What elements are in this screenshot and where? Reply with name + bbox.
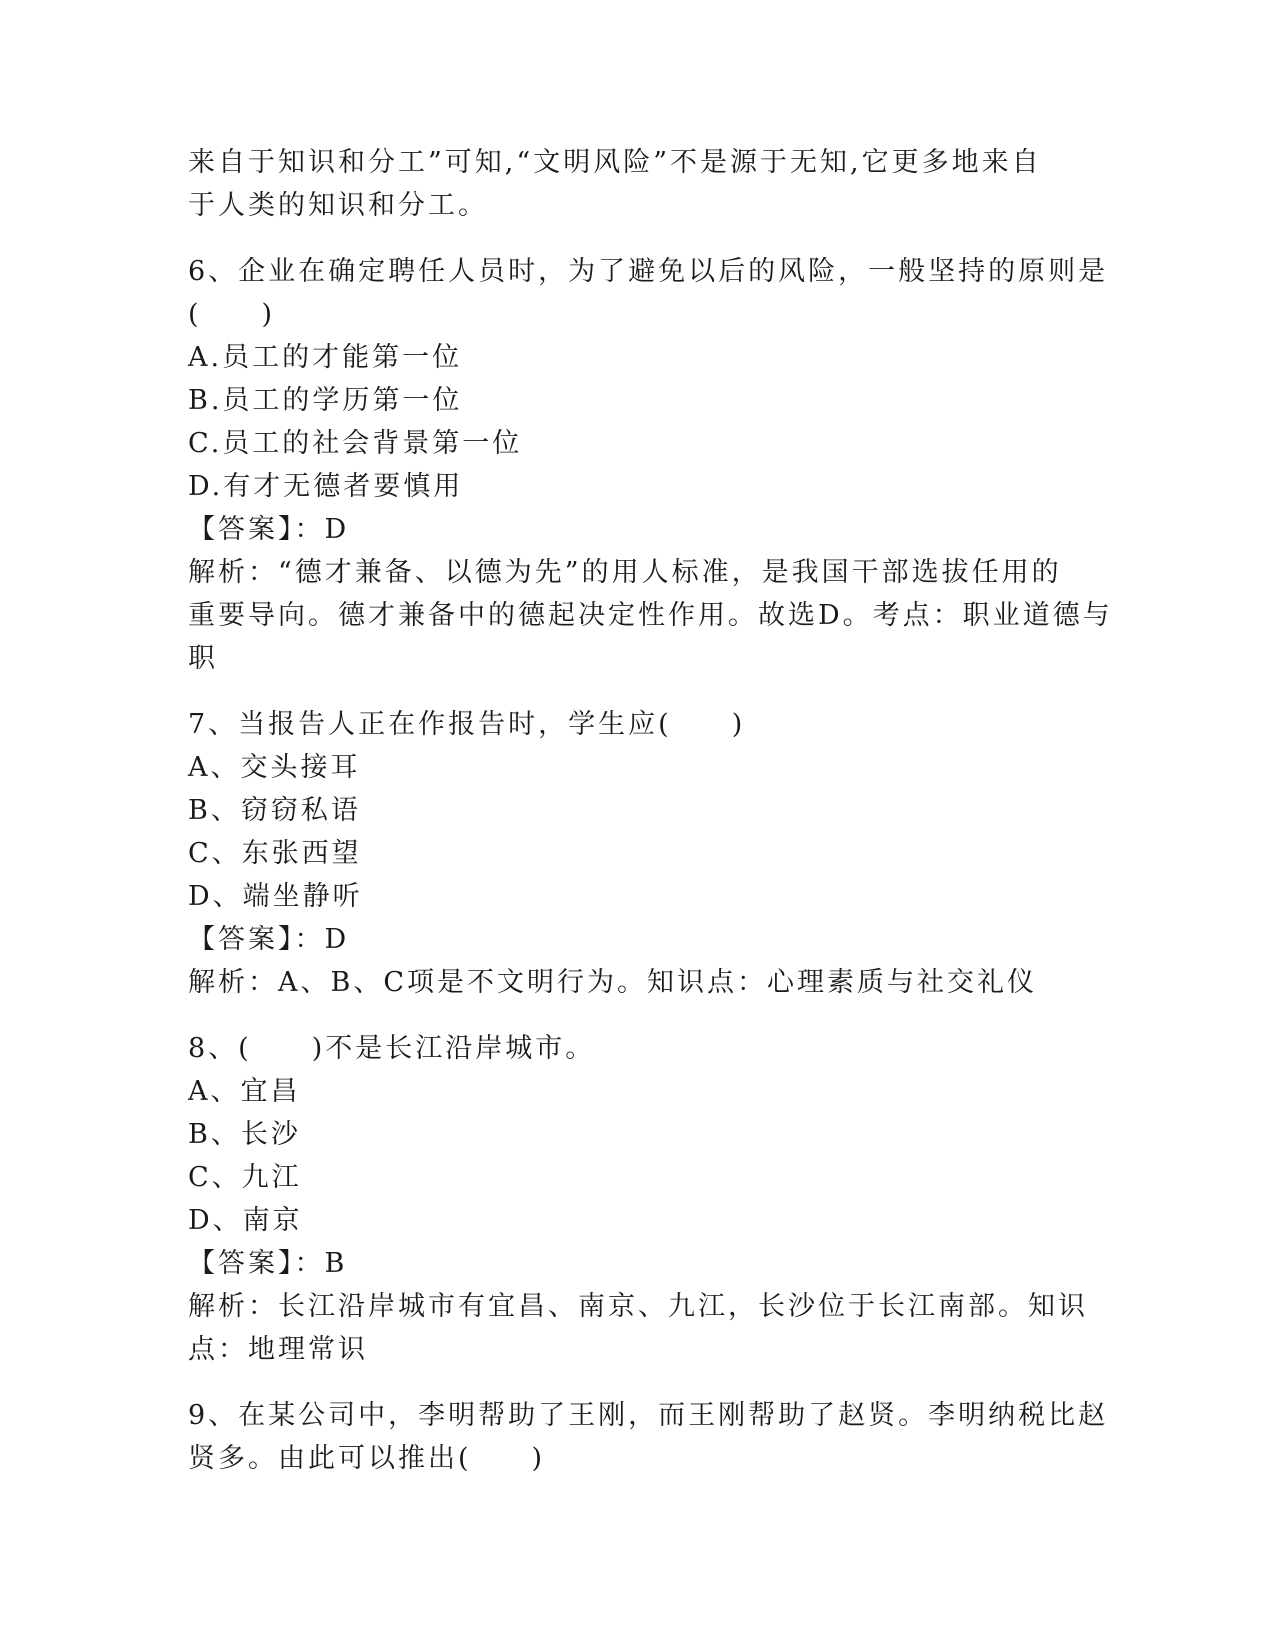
option-d: D.有才无德者要慎用 xyxy=(188,471,464,502)
text-line: 于人类的知识和分工。 xyxy=(188,190,488,221)
question-9 xyxy=(188,1394,1109,1480)
analysis: 解析：“德才兼备、以德为先”的用人标准，是我国干部选拔任用的 xyxy=(188,557,1062,588)
option-a: A.员工的才能第一位 xyxy=(188,342,463,373)
answer: 【答案】：D xyxy=(188,924,350,955)
option-a: A、宜昌 xyxy=(188,1076,301,1107)
option-d: D、南京 xyxy=(188,1205,303,1236)
question-stem: 7、当报告人正在作报告时，学生应( ) xyxy=(188,709,746,740)
answer: 【答案】：B xyxy=(188,1248,348,1279)
question-6 xyxy=(188,250,1113,680)
option-c: C.员工的社会背景第一位 xyxy=(188,428,523,459)
analysis: 重要导向。德才兼备中的德起决定性作用。故选D。考点：职业道德与 xyxy=(188,600,1113,631)
analysis: 点：地理常识 xyxy=(188,1334,368,1365)
question-stem: 6、企业在确定聘任人员时，为了避免以后的风险，一般坚持的原则是 xyxy=(188,256,1109,287)
option-c: C、东张西望 xyxy=(188,838,362,869)
answer: 【答案】：D xyxy=(188,514,350,545)
question-stem: 8、( )不是长江沿岸城市。 xyxy=(188,1033,596,1064)
question-8 xyxy=(188,1027,1088,1371)
document-page xyxy=(188,141,1113,1480)
option-a: A、交头接耳 xyxy=(188,752,361,783)
analysis: 职 xyxy=(188,643,218,674)
text-line: 来自于知识和分工”可知,“文明风险”不是源于无知,它更多地来自 xyxy=(188,147,1042,178)
question-stem: 贤多。由此可以推出( ) xyxy=(188,1443,546,1474)
question-stem: ( ) xyxy=(188,299,276,330)
option-c: C、九江 xyxy=(188,1162,302,1193)
question-stem: 9、在某公司中，李明帮助了王刚，而王刚帮助了赵贤。李明纳税比赵 xyxy=(188,1400,1109,1431)
option-b: B、长沙 xyxy=(188,1119,301,1150)
option-d: D、端坐静听 xyxy=(188,881,363,912)
question-7 xyxy=(188,703,1088,1004)
intro-paragraph xyxy=(188,141,1088,227)
option-b: B、窃窃私语 xyxy=(188,795,361,826)
analysis: 解析：A、B、C项是不文明行为。知识点：心理素质与社交礼仪 xyxy=(188,967,1037,998)
analysis: 解析：长江沿岸城市有宜昌、南京、九江，长沙位于长江南部。知识 xyxy=(188,1291,1088,1322)
option-b: B.员工的学历第一位 xyxy=(188,385,463,416)
